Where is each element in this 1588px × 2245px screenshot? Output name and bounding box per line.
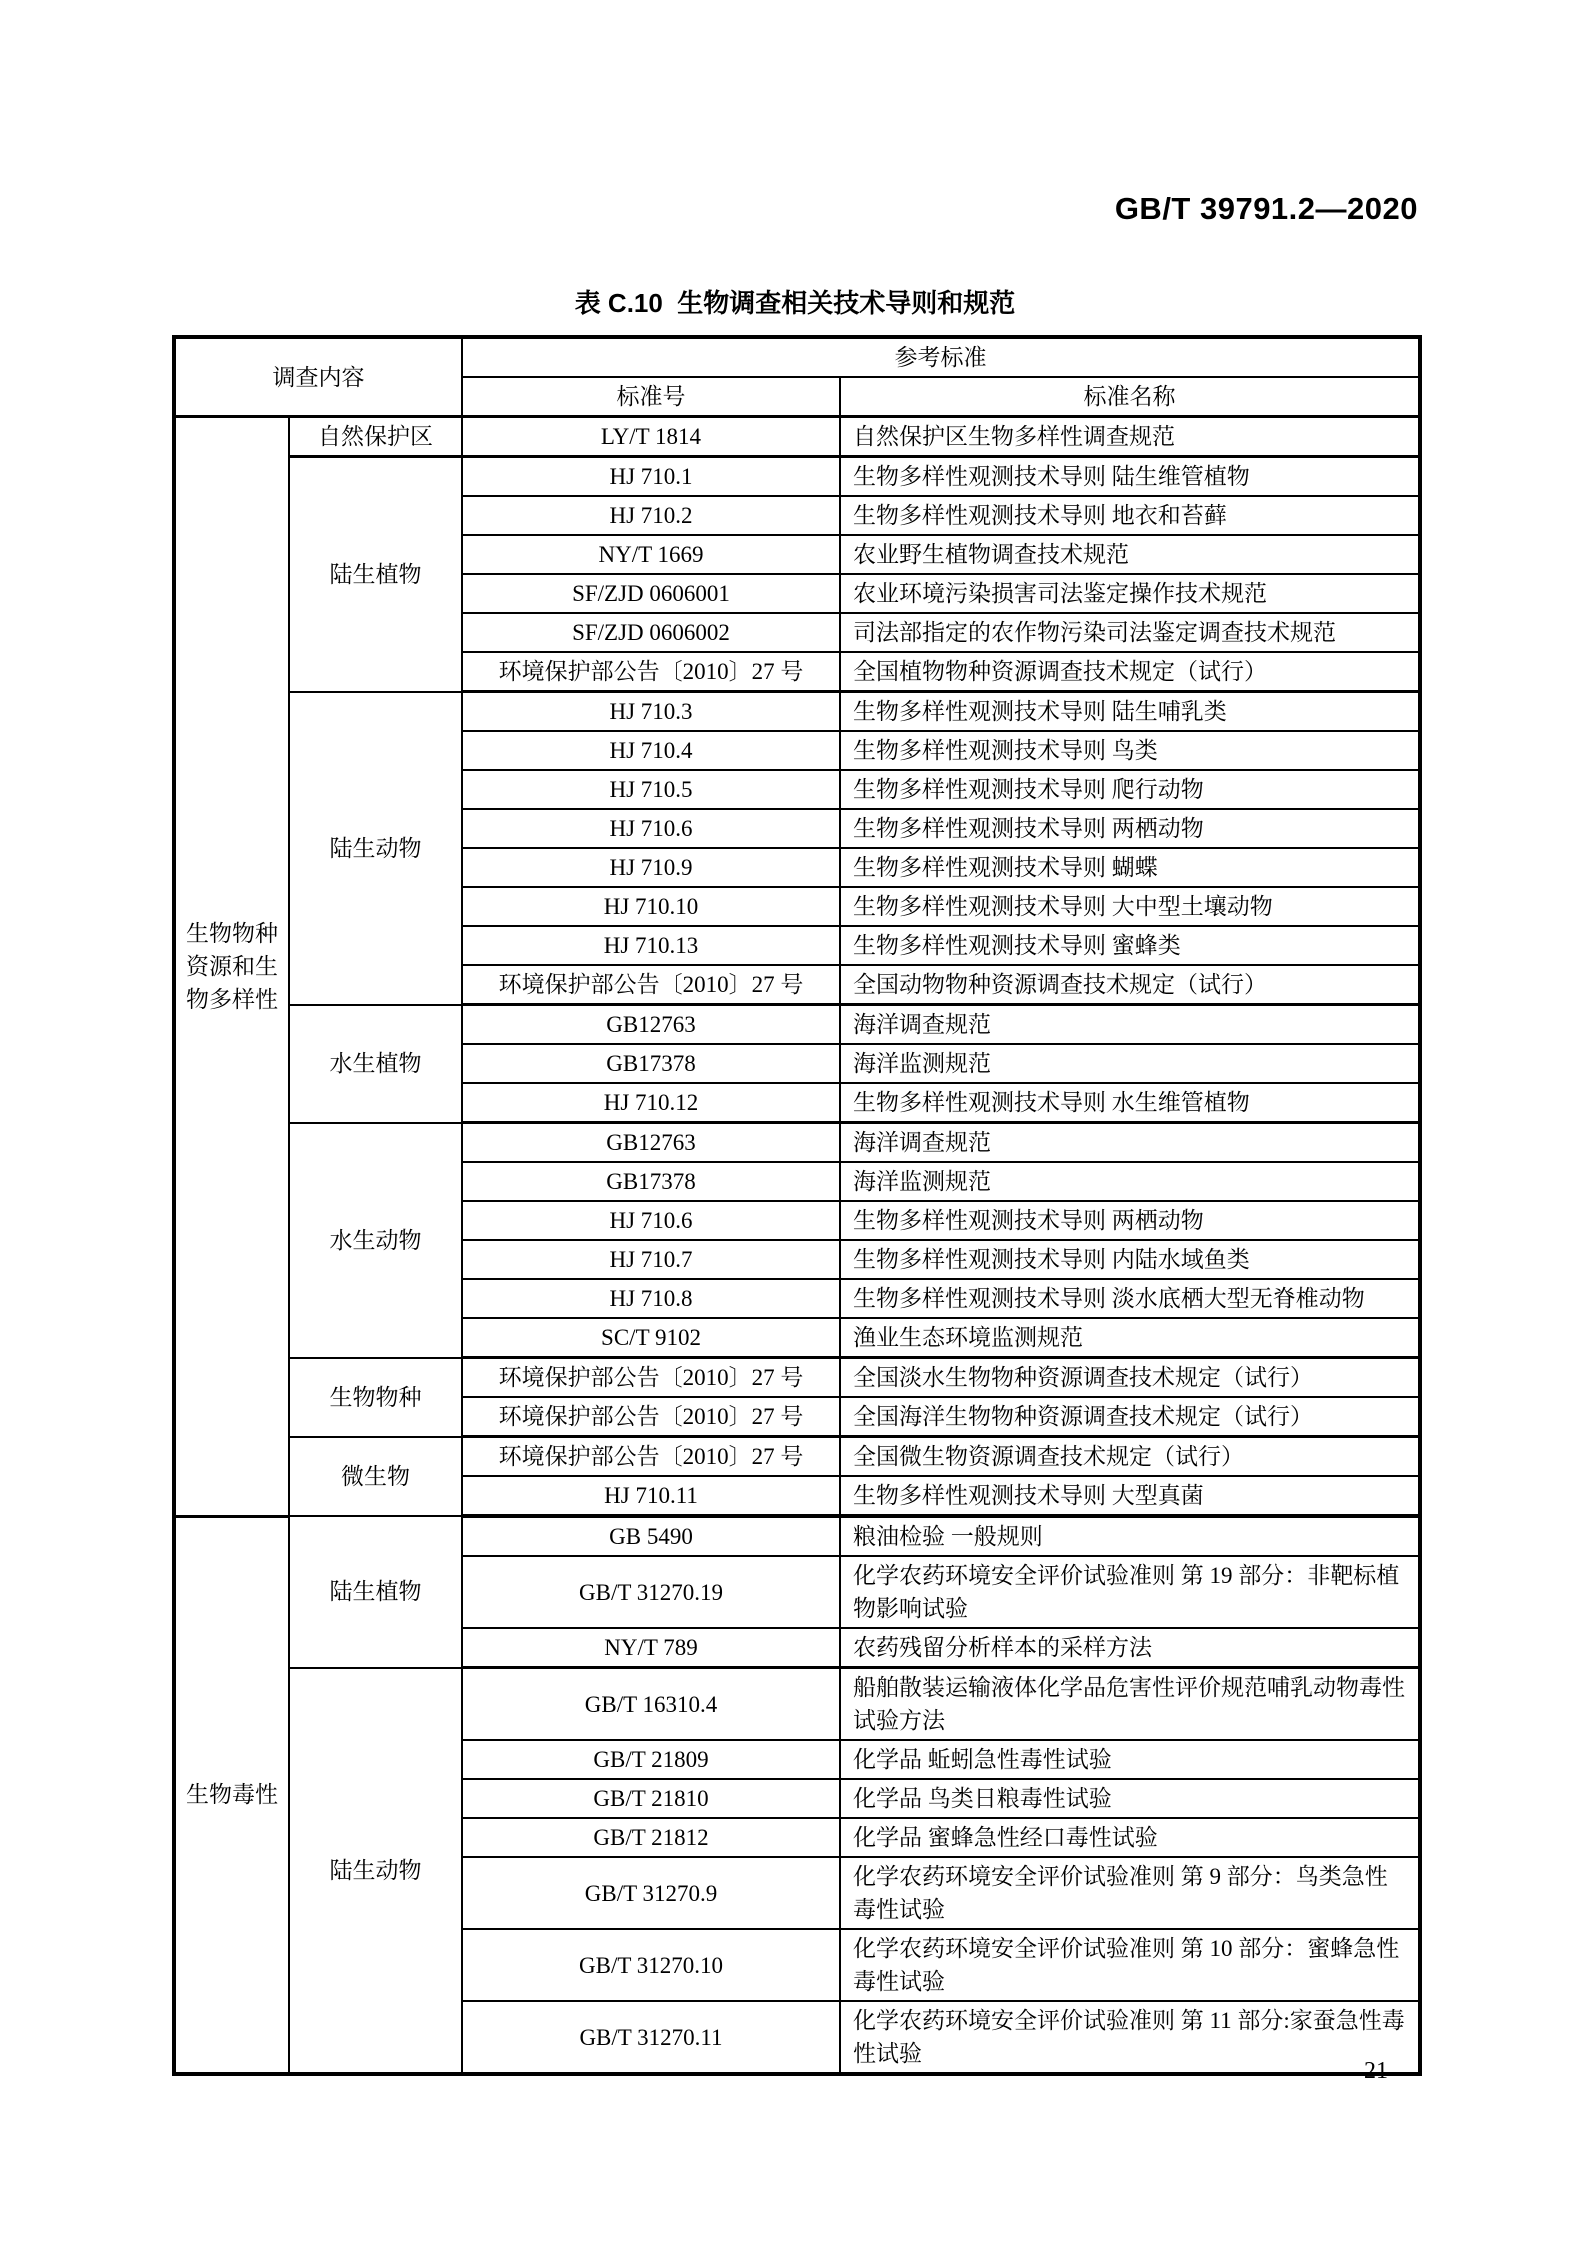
standard-no-cell: 环境保护部公告〔2010〕27 号 — [462, 1437, 840, 1477]
standard-no-cell: 环境保护部公告〔2010〕27 号 — [462, 652, 840, 692]
standard-no-cell: GB/T 21809 — [462, 1740, 840, 1779]
standard-no-cell: 环境保护部公告〔2010〕27 号 — [462, 965, 840, 1005]
standard-name-cell: 化学农药环境安全评价试验准则 第 19 部分：非靶标植物影响试验 — [840, 1556, 1420, 1628]
subcategory-cell: 水生动物 — [289, 1123, 462, 1358]
standard-name-cell: 农业野生植物调查技术规范 — [840, 535, 1420, 574]
standard-no-cell: HJ 710.2 — [462, 496, 840, 535]
standard-name-cell: 生物多样性观测技术导则 陆生维管植物 — [840, 457, 1420, 497]
standard-name-cell: 渔业生态环境监测规范 — [840, 1318, 1420, 1358]
standard-no-cell: GB/T 21812 — [462, 1818, 840, 1857]
standard-no-cell: LY/T 1814 — [462, 417, 840, 457]
standard-no-cell: 环境保护部公告〔2010〕27 号 — [462, 1358, 840, 1398]
standard-name-cell: 生物多样性观测技术导则 地衣和苔藓 — [840, 496, 1420, 535]
table-row — [174, 1668, 1420, 1741]
table-row — [174, 1005, 1420, 1045]
standard-name-cell: 化学品 鸟类日粮毒性试验 — [840, 1779, 1420, 1818]
standard-no-cell: NY/T 1669 — [462, 535, 840, 574]
table-row — [174, 417, 1420, 457]
subcategory-cell: 陆生植物 — [289, 1516, 462, 1668]
standard-name-cell: 化学农药环境安全评价试验准则 第 9 部分：鸟类急性毒性试验 — [840, 1857, 1420, 1929]
table-row — [174, 1358, 1420, 1398]
standard-no-cell: GB12763 — [462, 1123, 840, 1163]
category-cell: 生物物种资源和生物多样性 — [174, 417, 289, 1517]
standard-name-cell: 化学农药环境安全评价试验准则 第 10 部分：蜜蜂急性毒性试验 — [840, 1929, 1420, 2001]
standard-name-cell: 粮油检验 一般规则 — [840, 1516, 1420, 1556]
standard-no-cell: GB/T 31270.11 — [462, 2001, 840, 2074]
standard-no-cell: HJ 710.7 — [462, 1240, 840, 1279]
table-row — [174, 457, 1420, 497]
standard-name-cell: 海洋调查规范 — [840, 1005, 1420, 1045]
standard-name-cell: 船舶散装运输液体化学品危害性评价规范哺乳动物毒性试验方法 — [840, 1668, 1420, 1741]
standard-name-cell: 生物多样性观测技术导则 大型真菌 — [840, 1476, 1420, 1516]
standard-name-cell: 海洋调查规范 — [840, 1123, 1420, 1163]
subcategory-cell: 生物物种 — [289, 1358, 462, 1437]
table-row — [174, 1437, 1420, 1477]
standard-name-cell: 生物多样性观测技术导则 大中型土壤动物 — [840, 887, 1420, 926]
subcategory-cell: 微生物 — [289, 1437, 462, 1517]
standard-name-cell: 生物多样性观测技术导则 陆生哺乳类 — [840, 692, 1420, 732]
standard-name-cell: 海洋监测规范 — [840, 1162, 1420, 1201]
subcategory-cell: 陆生植物 — [289, 457, 462, 692]
standard-name-cell: 农药残留分析样本的采样方法 — [840, 1628, 1420, 1668]
standard-no-cell: GB/T 31270.10 — [462, 1929, 840, 2001]
standard-no-cell: SF/ZJD 0606001 — [462, 574, 840, 613]
standard-no-cell: HJ 710.1 — [462, 457, 840, 497]
header-survey-content: 调查内容 — [174, 337, 462, 417]
subcategory-cell: 陆生动物 — [289, 1668, 462, 2075]
standard-no-cell: HJ 710.4 — [462, 731, 840, 770]
page-number: 21 — [1364, 2058, 1388, 2084]
standard-no-cell: HJ 710.10 — [462, 887, 840, 926]
standard-doc-number: GB/T 39791.2—2020 — [1114, 191, 1418, 226]
standard-no-cell: GB17378 — [462, 1044, 840, 1083]
standard-no-cell: HJ 710.12 — [462, 1083, 840, 1123]
standard-name-cell: 化学品 蜜蜂急性经口毒性试验 — [840, 1818, 1420, 1857]
standard-name-cell: 化学品 蚯蚓急性毒性试验 — [840, 1740, 1420, 1779]
standard-no-cell: GB/T 16310.4 — [462, 1668, 840, 1741]
header-reference-standard: 参考标准 — [462, 337, 1420, 377]
table-row — [174, 1123, 1420, 1163]
standard-name-cell: 生物多样性观测技术导则 两栖动物 — [840, 1201, 1420, 1240]
table-row — [174, 692, 1420, 732]
standard-no-cell: GB12763 — [462, 1005, 840, 1045]
standard-no-cell: GB17378 — [462, 1162, 840, 1201]
standard-name-cell: 生物多样性观测技术导则 两栖动物 — [840, 809, 1420, 848]
standard-name-cell: 生物多样性观测技术导则 水生维管植物 — [840, 1083, 1420, 1123]
subcategory-cell: 水生植物 — [289, 1005, 462, 1123]
standard-no-cell: GB/T 31270.19 — [462, 1556, 840, 1628]
standard-name-cell: 农业环境污染损害司法鉴定操作技术规范 — [840, 574, 1420, 613]
standard-no-cell: HJ 710.9 — [462, 848, 840, 887]
standard-name-cell: 化学农药环境安全评价试验准则 第 11 部分:家蚕急性毒性试验 — [840, 2001, 1420, 2074]
standard-no-cell: GB/T 31270.9 — [462, 1857, 840, 1929]
standard-no-cell: GB/T 21810 — [462, 1779, 840, 1818]
standard-name-cell: 生物多样性观测技术导则 爬行动物 — [840, 770, 1420, 809]
header-standard-name: 标准名称 — [840, 377, 1420, 417]
standards-table — [172, 335, 1422, 2076]
standard-name-cell: 生物多样性观测技术导则 内陆水域鱼类 — [840, 1240, 1420, 1279]
standard-no-cell: SC/T 9102 — [462, 1318, 840, 1358]
header-standard-no: 标准号 — [462, 377, 840, 417]
standard-no-cell: GB 5490 — [462, 1516, 840, 1556]
standard-name-cell: 全国海洋生物物种资源调查技术规定（试行） — [840, 1397, 1420, 1437]
standard-no-cell: HJ 710.8 — [462, 1279, 840, 1318]
standard-no-cell: SF/ZJD 0606002 — [462, 613, 840, 652]
standard-no-cell: HJ 710.3 — [462, 692, 840, 732]
standard-no-cell: HJ 710.6 — [462, 1201, 840, 1240]
standard-name-cell: 全国淡水生物物种资源调查技术规定（试行） — [840, 1358, 1420, 1398]
standard-no-cell: 环境保护部公告〔2010〕27 号 — [462, 1397, 840, 1437]
table-caption: 表 C.10 生物调查相关技术导则和规范 — [574, 288, 1016, 318]
standard-name-cell: 自然保护区生物多样性调查规范 — [840, 417, 1420, 457]
standard-no-cell: HJ 710.13 — [462, 926, 840, 965]
standard-no-cell: NY/T 789 — [462, 1628, 840, 1668]
standard-no-cell: HJ 710.5 — [462, 770, 840, 809]
table-row — [174, 1516, 1420, 1556]
subcategory-cell: 陆生动物 — [289, 692, 462, 1005]
table-header-row — [174, 337, 1420, 377]
standard-name-cell: 生物多样性观测技术导则 蜜蜂类 — [840, 926, 1420, 965]
standard-name-cell: 司法部指定的农作物污染司法鉴定调查技术规范 — [840, 613, 1420, 652]
standard-name-cell: 全国微生物资源调查技术规定（试行） — [840, 1437, 1420, 1477]
standard-name-cell: 生物多样性观测技术导则 淡水底栖大型无脊椎动物 — [840, 1279, 1420, 1318]
standard-name-cell: 全国植物物种资源调查技术规定（试行） — [840, 652, 1420, 692]
category-cell: 生物毒性 — [174, 1516, 289, 2074]
standard-name-cell: 全国动物物种资源调查技术规定（试行） — [840, 965, 1420, 1005]
standard-name-cell: 海洋监测规范 — [840, 1044, 1420, 1083]
standard-name-cell: 生物多样性观测技术导则 蝴蝶 — [840, 848, 1420, 887]
standard-name-cell: 生物多样性观测技术导则 鸟类 — [840, 731, 1420, 770]
standard-no-cell: HJ 710.6 — [462, 809, 840, 848]
subcategory-cell: 自然保护区 — [289, 417, 462, 457]
standard-no-cell: HJ 710.11 — [462, 1476, 840, 1516]
